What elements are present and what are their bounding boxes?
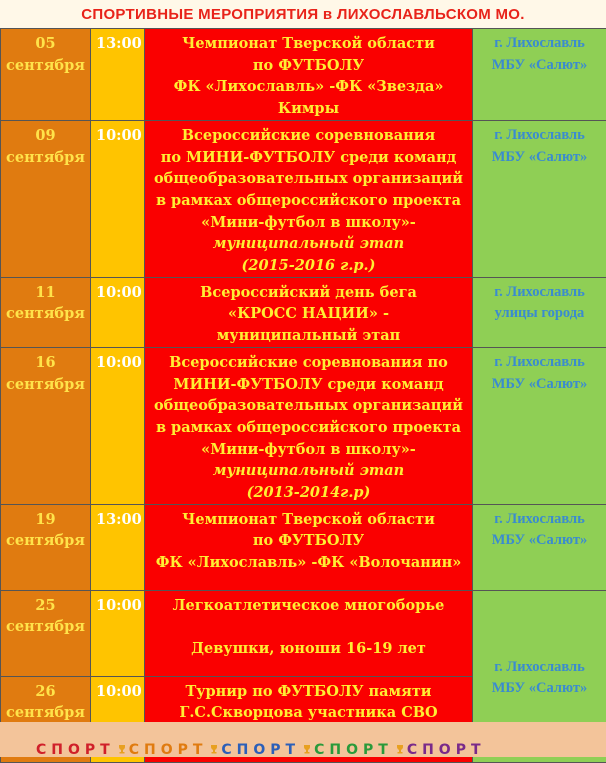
page-title: СПОРТИВНЫЕ МЕРОПРИЯТИЯ в ЛИХОСЛАВЛЬСКОМ МО. <box>0 0 606 28</box>
event-line: Турнир по ФУТБОЛУ памяти <box>145 681 472 703</box>
event-date <box>1 29 91 121</box>
footer-sport-word: СПОРТ <box>129 742 208 757</box>
table-row <box>1 277 606 347</box>
date-text: 26 <box>1 681 90 703</box>
footer-sport-word: СПОРТ <box>36 742 115 757</box>
time-text: 13:00 <box>96 33 144 55</box>
event-line: Чемпионат Тверской области <box>145 33 472 55</box>
event-line: по ФУТБОЛУ <box>145 530 472 552</box>
place-text: улицы города <box>473 303 606 325</box>
date-text: сентября <box>1 616 90 638</box>
table-row <box>1 590 606 676</box>
time-text: 10:00 <box>96 681 144 703</box>
table-row <box>1 29 606 121</box>
trophy-icon <box>209 742 219 752</box>
event-line: по МИНИ-ФУТБОЛУ среди команд <box>145 147 472 169</box>
place-text: МБУ «Салют» <box>473 530 606 552</box>
event-line: ФК «Лихославль» -ФК «Волочанин» <box>145 552 472 574</box>
place-text: г. Лихославль <box>473 125 606 147</box>
place-text: МБУ «Салют» <box>473 678 606 700</box>
event-date <box>1 120 91 277</box>
event-line: «Мини-футбол в школу»- <box>145 439 472 461</box>
event-time <box>91 590 145 676</box>
date-text: 11 <box>1 282 90 304</box>
trophy-icon <box>117 742 127 752</box>
event-line: Легкоатлетическое многоборье <box>145 595 472 617</box>
table-row <box>1 120 606 277</box>
event-place <box>473 29 606 121</box>
event-place <box>473 277 606 347</box>
time-text: 13:00 <box>96 509 144 531</box>
place-text: г. Лихославль <box>473 33 606 55</box>
event-line-italic: муниципальный этап <box>145 460 472 482</box>
date-text: 19 <box>1 509 90 531</box>
event-place <box>473 347 606 504</box>
date-text: 25 <box>1 595 90 617</box>
event-line: ФК «Лихославль» -ФК «Звезда» Кимры <box>145 76 472 119</box>
place-text: МБУ «Салют» <box>473 55 606 77</box>
event-time <box>91 277 145 347</box>
event-line: Чемпионат Тверской области <box>145 509 472 531</box>
date-text: сентября <box>1 55 90 77</box>
table-row <box>1 504 606 590</box>
place-text: г. Лихославль <box>473 352 606 374</box>
date-text: сентября <box>1 147 90 169</box>
event-line: по ФУТБОЛУ <box>145 55 472 77</box>
date-text: 05 <box>1 33 90 55</box>
event-date <box>1 504 91 590</box>
event-line: в рамках общероссийского проекта <box>145 190 472 212</box>
event-line: Девушки, юноши 16-19 лет <box>145 638 472 660</box>
trophy-icon <box>302 742 312 752</box>
event-place <box>473 120 606 277</box>
time-text: 10:00 <box>96 352 144 374</box>
date-text: сентября <box>1 374 90 396</box>
date-text: сентября <box>1 530 90 552</box>
event-line: муниципальный этап <box>145 325 472 347</box>
event-line: МИНИ-ФУТБОЛУ среди команд <box>145 374 472 396</box>
event-line <box>145 616 472 638</box>
place-text: г. Лихославль <box>473 657 606 679</box>
place-text: МБУ «Салют» <box>473 374 606 396</box>
date-text: сентября <box>1 702 90 724</box>
event-description <box>145 347 473 504</box>
event-time <box>91 347 145 504</box>
time-text: 10:00 <box>96 595 144 617</box>
event-time <box>91 29 145 121</box>
schedule-table <box>0 28 606 763</box>
place-text: г. Лихославль <box>473 509 606 531</box>
place-text: г. Лихославль <box>473 282 606 304</box>
table-row <box>1 347 606 504</box>
event-line: «Мини-футбол в школу»- <box>145 212 472 234</box>
event-date <box>1 347 91 504</box>
date-text: 16 <box>1 352 90 374</box>
footer-sport-word: СПОРТ <box>221 742 300 757</box>
event-description <box>145 29 473 121</box>
event-description <box>145 590 473 676</box>
event-description <box>145 120 473 277</box>
event-line: «КРОСС НАЦИИ» - <box>145 303 472 325</box>
event-line-italic: (2015-2016 г.р.) <box>145 255 472 277</box>
footer-sport-word: СПОРТ <box>407 742 486 757</box>
event-line: Г.С.Скворцова участника СВО <box>145 702 472 724</box>
event-line: в рамках общероссийского проекта <box>145 417 472 439</box>
time-text: 10:00 <box>96 125 144 147</box>
event-date <box>1 277 91 347</box>
date-text: сентября <box>1 303 90 325</box>
event-line: общеобразовательных организаций <box>145 395 472 417</box>
event-place <box>473 504 606 590</box>
trophy-icon <box>395 742 405 752</box>
place-text: МБУ «Салют» <box>473 147 606 169</box>
event-line-italic: (2013-2014г.р) <box>145 482 472 504</box>
event-line-italic: муниципальный этап <box>145 233 472 255</box>
date-text: 09 <box>1 125 90 147</box>
event-date <box>1 590 91 676</box>
event-line: Всероссийский день бега <box>145 282 472 304</box>
event-time <box>91 504 145 590</box>
footer-sport-word: СПОРТ <box>314 742 393 757</box>
footer-sport-row <box>36 742 606 757</box>
event-description <box>145 504 473 590</box>
event-line: общеобразовательных организаций <box>145 168 472 190</box>
event-line: Всероссийские соревнования <box>145 125 472 147</box>
time-text: 10:00 <box>96 282 144 304</box>
event-description <box>145 277 473 347</box>
event-time <box>91 120 145 277</box>
event-line: Всероссийские соревнования по <box>145 352 472 374</box>
